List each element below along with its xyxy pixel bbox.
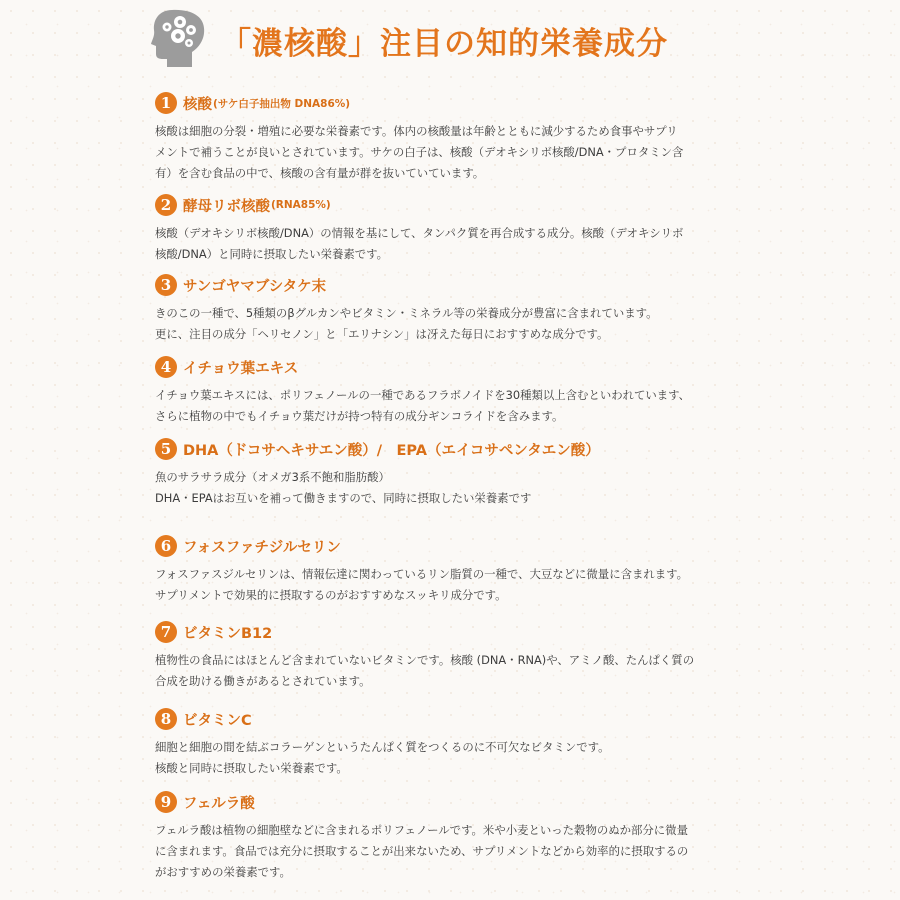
section-heading (155, 354, 755, 380)
section-title: DHA（ドコサヘキサエン酸）/ EPA（エイコサペンタエン酸） (183, 442, 600, 459)
body-line: 核酸（デオキシリボ核酸/DNA）の情報を基にして、タンパク質を再合成する成分。核酸（デオキシリボ (155, 226, 684, 240)
body-line: 核酸と同時に摂取したい栄養素です。 (155, 761, 348, 775)
section-body (155, 820, 755, 883)
section-5 (155, 436, 755, 509)
section-title: ビタミンC (183, 712, 252, 729)
section-body (155, 737, 755, 779)
body-line: 植物性の食品にはほとんど含まれていないビタミンです。核酸 (DNA・RNA)や、アミノ酸、たんぱく質の (155, 653, 695, 667)
section-heading (155, 706, 755, 732)
section-8 (155, 706, 755, 779)
body-line: 核酸は細胞の分裂・増殖に必要な栄養素です。体内の核酸量は年齢とともに減少するため食事やサプリ (155, 124, 678, 138)
section-number-badge: 8 (155, 708, 177, 730)
brain-gears-head-icon (150, 6, 208, 68)
page-title: 「濃核酸」注目の知的栄養成分 (220, 26, 668, 62)
body-line: に含まれます。食品では充分に摂取することが出来ないため、サプリメントなどから効率的に摂取するの (155, 844, 689, 858)
body-line: さらに植物の中でもイチョウ葉だけが持つ特有の成分ギンコライドを含みます。 (155, 409, 564, 423)
section-body (155, 650, 755, 692)
section-title: 酵母リボ核酸 (183, 198, 270, 215)
body-line: 魚のサラサラ成分（オメガ3系不飽和脂肪酸） (155, 470, 390, 484)
section-heading (155, 619, 755, 645)
section-heading (155, 272, 755, 298)
body-line: 細胞と細胞の間を結ぶコラーゲンというたんぱく質をつくるのに不可欠なビタミンです。 (155, 740, 610, 754)
section-title: フェルラ酸 (183, 795, 255, 812)
section-heading (155, 90, 755, 116)
section-title: イチョウ葉エキス (183, 360, 299, 377)
body-line: がおすすめの栄養素です。 (155, 865, 291, 879)
section-7 (155, 619, 755, 692)
section-number-badge: 7 (155, 621, 177, 643)
section-heading (155, 436, 755, 462)
section-6 (155, 533, 755, 606)
body-line: サプリメントで効果的に摂取するのがおすすめなスッキリ成分です。 (155, 588, 507, 602)
body-line: DHA・EPAはお互いを補って働きますので、同時に摂取したい栄養素です (155, 491, 532, 505)
section-title: フォスファチジルセリン (183, 539, 341, 556)
section-number-badge: 6 (155, 535, 177, 557)
section-number-badge: 2 (155, 194, 177, 216)
header (150, 4, 750, 70)
section-4 (155, 354, 755, 427)
body-line: 更に、注目の成分「ヘリセノン」と「エリナシン」は冴えた毎日におすすめな成分です。 (155, 327, 609, 341)
body-line: 合成を助ける働きがあるとされています。 (155, 674, 371, 688)
section-heading (155, 192, 755, 218)
section-number-badge: 4 (155, 356, 177, 378)
body-line: 核酸/DNA）と同時に摂取したい栄養素です。 (155, 247, 389, 261)
section-number-badge: 3 (155, 274, 177, 296)
section-body (155, 223, 755, 265)
body-line: フォスファスジルセリンは、情報伝達に関わっているリン脂質の一種で、大豆などに微量に含まれます。 (155, 567, 689, 581)
section-body (155, 121, 755, 184)
body-line: メントで補うことが良いとされています。サケの白子は、核酸（デオキシリボ核酸/DNA・プロタミン含 (155, 145, 684, 159)
section-heading (155, 789, 755, 815)
section-number-badge: 5 (155, 438, 177, 460)
section-title: 核酸 (183, 96, 212, 113)
section-body (155, 564, 755, 606)
section-title: サンゴヤマブシタケ末 (183, 278, 327, 295)
section-title: ビタミンB12 (183, 625, 273, 642)
body-line: 有）を含む食品の中で、核酸の含有量が群を抜いていています。 (155, 166, 485, 180)
body-line: フェルラ酸は植物の細胞壁などに含まれるポリフェノールです。米や小麦といった穀物のぬか部分に微量 (155, 823, 688, 837)
section-number-badge: 1 (155, 92, 177, 114)
section-heading (155, 533, 755, 559)
body-line: きのこの一種で、5種類のβグルカンやビタミン・ミネラル等の栄養成分が豊富に含まれています。 (155, 306, 658, 320)
section-9 (155, 789, 755, 883)
section-3 (155, 272, 755, 345)
section-subtitle: (RNA85%) (271, 199, 331, 211)
section-body (155, 467, 755, 509)
section-number-badge: 9 (155, 791, 177, 813)
section-body (155, 385, 755, 427)
body-line: イチョウ葉エキスには、ポリフェノールの一種であるフラボノイドを30種類以上含むといわれています、 (155, 388, 691, 402)
section-1 (155, 90, 755, 184)
section-subtitle: (サケ白子抽出物 DNA86%) (213, 97, 351, 110)
section-body (155, 303, 755, 345)
section-2 (155, 192, 755, 265)
